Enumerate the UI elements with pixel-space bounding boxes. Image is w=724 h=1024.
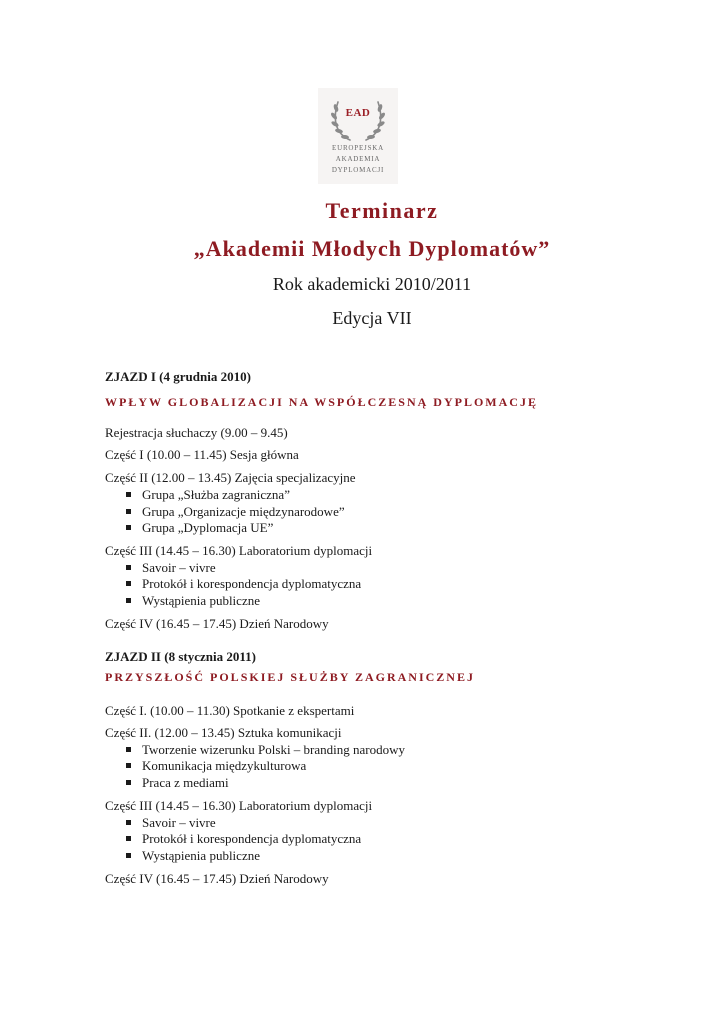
list-item [126, 593, 260, 609]
logo-line-3: DYPLOMACJI [331, 166, 385, 174]
academic-year: Rok akademicki 2010/2011 [272, 274, 472, 294]
page-title: Terminarz [325, 198, 439, 223]
list-item-label: Tworzenie wizerunku Polski – branding narodowy [142, 742, 406, 757]
list-item [126, 576, 361, 592]
list-item [126, 504, 345, 520]
list-item [126, 831, 361, 847]
bullet-icon [126, 747, 131, 752]
schedule-line: Część III (14.45 – 16.30) Laboratorium dyplomacji [105, 798, 373, 813]
laurel-wreath-icon [328, 94, 388, 144]
list-item-label: Wystąpienia publiczne [142, 848, 260, 863]
list-item-label: Praca z mediami [142, 775, 229, 790]
bullet-icon [126, 780, 131, 785]
list-item-label: Savoir – vivre [142, 560, 216, 575]
bullet-icon [126, 598, 131, 603]
bullet-icon [126, 836, 131, 841]
schedule-line: Część II (12.00 – 13.45) Zajęcia specjalizacyjne [105, 470, 356, 485]
list-item [126, 520, 273, 536]
list-item-label: Komunikacja międzykulturowa [142, 758, 307, 773]
list-item-label: Savoir – vivre [142, 815, 216, 830]
bullet-icon [126, 820, 131, 825]
bullet-icon [126, 565, 131, 570]
schedule-line: Część IV (16.45 – 17.45) Dzień Narodowy [105, 871, 329, 886]
logo-abbr: EAD [345, 107, 371, 119]
session-2-heading: ZJAZD II (8 stycznia 2011) [105, 649, 256, 664]
logo-line-2: AKADEMIA [335, 155, 381, 163]
session-1-heading: ZJAZD I (4 grudnia 2010) [105, 369, 251, 384]
ead-logo [318, 88, 398, 184]
schedule-line: Część I. (10.00 – 11.30) Spotkanie z ekspertami [105, 703, 355, 718]
schedule-line: Część I (10.00 – 11.45) Sesja główna [105, 447, 299, 462]
list-item-label: Grupa „Dyplomacja UE” [142, 520, 274, 535]
schedule-line: Rejestracja słuchaczy (9.00 – 9.45) [105, 425, 288, 440]
list-item [126, 815, 216, 831]
list-item-label: Grupa „Organizacje międzynarodowe” [142, 504, 345, 519]
bullet-icon [126, 581, 131, 586]
session-1-topic: WPŁYW GLOBALIZACJI NA WSPÓŁCZESNĄ DYPLOMACJĘ [105, 395, 538, 409]
bullet-icon [126, 853, 131, 858]
bullet-icon [126, 525, 131, 530]
list-item [126, 775, 229, 791]
list-item-label: Protokół i korespondencja dyplomatyczna [142, 576, 362, 591]
list-item [126, 848, 260, 864]
bullet-icon [126, 763, 131, 768]
edition: Edycja VII [332, 308, 412, 328]
list-item [126, 758, 306, 774]
schedule-line: Część II. (12.00 – 13.45) Sztuka komunikacji [105, 725, 342, 740]
list-item [126, 487, 290, 503]
session-2-topic: PRZYSZŁOŚĆ POLSKIEJ SŁUŻBY ZAGRANICZNEJ [105, 670, 475, 684]
page-subtitle: „Akademii Młodych Dyplomatów” [193, 236, 551, 261]
logo-line-1: EUROPEJSKA [332, 144, 384, 152]
list-item [126, 742, 405, 758]
list-item-label: Protokół i korespondencja dyplomatyczna [142, 831, 362, 846]
bullet-icon [126, 509, 131, 514]
schedule-line: Część III (14.45 – 16.30) Laboratorium dyplomacji [105, 543, 373, 558]
list-item-label: Wystąpienia publiczne [142, 593, 260, 608]
list-item [126, 560, 216, 576]
list-item-label: Grupa „Służba zagraniczna” [142, 487, 290, 502]
schedule-line: Część IV (16.45 – 17.45) Dzień Narodowy [105, 616, 329, 631]
bullet-icon [126, 492, 131, 497]
